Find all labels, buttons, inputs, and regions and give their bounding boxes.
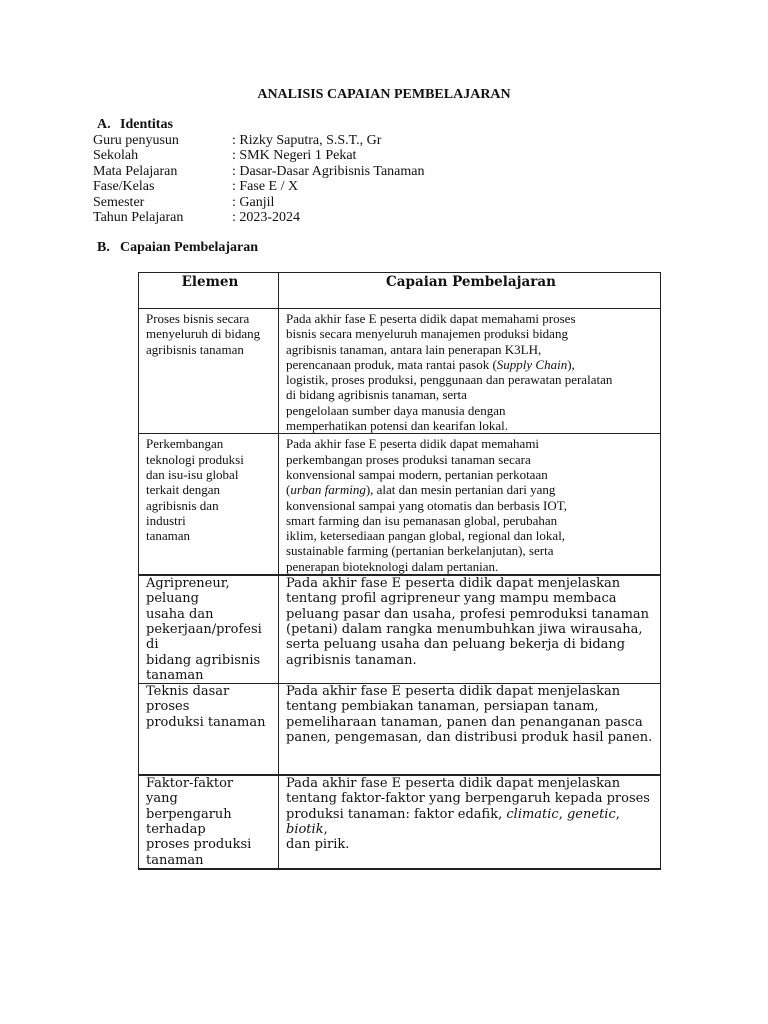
capaian-line: agribisnis tanaman, antara lain penerapan K3LH, (286, 341, 542, 357)
elemen-line: berpengaruh (146, 806, 232, 822)
identitas-label: Tahun Pelajaran (93, 209, 184, 225)
identitas-value: : SMK Negeri 1 Pekat (232, 148, 357, 164)
elemen-line: dan isu-isu global (146, 466, 239, 482)
identitas-row-semester (93, 195, 425, 210)
capaian-line: panen, pengemasan, dan distribusi produk hasil panen. (286, 730, 653, 746)
capaian-line: pemeliharaan tanaman, panen dan penanganan pasca (286, 714, 643, 730)
elemen-line: Faktor-faktor (146, 776, 234, 792)
capaian-text: ( (286, 482, 291, 498)
capaian-line: Pada akhir fase E peserta didik dapat memahami proses (286, 311, 576, 326)
capaian-text: perencanaan produk, mata rantai pasok ( (286, 356, 497, 372)
header-elemen: Elemen (139, 273, 279, 309)
identitas-row-fase (93, 179, 425, 194)
capaian-line: tentang faktor-faktor yang berpengaruh kepada proses (286, 791, 650, 807)
identitas-value: : Rizky Saputra, S.S.T., Gr (232, 133, 382, 148)
table-row (139, 684, 661, 776)
capaian-line: pengelolaan sumber daya manusia dengan (286, 402, 506, 418)
section-a-label: Identitas (120, 117, 173, 132)
capaian-line: Pada akhir fase E peserta didik dapat memahami (286, 436, 540, 452)
identitas-row-mapel (93, 164, 425, 179)
document-title: ANALISIS CAPAIAN PEMBELAJARAN (257, 87, 511, 102)
elemen-line: terkait dengan (146, 482, 220, 498)
capaian-line: (petani) dalam rangka menumbuhkan jiwa wirausaha, (286, 621, 643, 637)
elemen-line: teknologi produksi (146, 451, 244, 467)
elemen-line: di (146, 637, 159, 653)
identitas-row-sekolah (93, 148, 425, 163)
elemen-line: produksi tanaman (146, 714, 266, 730)
capaian-line (286, 807, 656, 822)
table-row (139, 434, 661, 575)
elemen-line: agribisnis dan (146, 497, 219, 513)
elemen-line: tanaman (146, 667, 204, 683)
capaian-line: iklim, ketersediaan pangan global, regional dan lokal, (286, 528, 566, 544)
capaian-italic: biotik (286, 822, 324, 838)
capaian-line: konvensional sampai yang otomatis dan berbasis IOT, (286, 497, 568, 513)
table-row (139, 775, 661, 869)
identitas-value: : Fase E / X (232, 179, 299, 195)
identitas-label: Guru penyusun (93, 133, 179, 148)
elemen-line: tanaman (146, 528, 191, 544)
elemen-line: terhadap (146, 822, 206, 838)
cell-capaian (279, 434, 661, 575)
capaian-italic: climatic (506, 806, 559, 822)
capaian-italic: genetic (566, 806, 616, 822)
capaian-line: smart farming dan isu pemanasan global, perubahan (286, 512, 558, 528)
identitas-list (93, 133, 425, 225)
table-row (139, 309, 661, 434)
section-a-heading (97, 117, 173, 133)
capaian-line: serta peluang usaha dan peluang bekerja di bidang (286, 637, 626, 653)
identitas-label: Sekolah (93, 148, 139, 164)
table-header-row (139, 273, 661, 309)
identitas-label: Mata Pelajaran (93, 163, 178, 179)
capaian-line: peluang pasar dan usaha, profesi pemroduksi tanaman (286, 606, 650, 622)
capaian-italic: Supply Chain (496, 356, 568, 372)
identitas-row-tahun (93, 210, 425, 225)
section-b-number: B. (97, 240, 110, 255)
elemen-line: proses (146, 699, 190, 715)
identitas-label: Fase/Kelas (93, 179, 155, 195)
elemen-line: Proses bisnis secara (146, 311, 250, 326)
elemen-line: menyeluruh di bidang (146, 326, 261, 342)
elemen-line: yang (146, 791, 178, 807)
identitas-label: Semester (93, 194, 145, 210)
capaian-text: , (558, 806, 567, 822)
capaian-line: tentang profil agripreneur yang mampu membaca (286, 591, 617, 607)
capaian-line (286, 822, 656, 837)
identitas-value: : 2023-2024 (232, 209, 301, 225)
capaian-line: dan pirik. (286, 837, 350, 853)
cell-elemen (139, 309, 279, 434)
capaian-line: logistik, proses produksi, penggunaan dan perawatan peralatan (286, 372, 613, 388)
cell-elemen (139, 575, 279, 684)
elemen-line: industri (146, 512, 186, 528)
capaian-line: Pada akhir fase E peserta didik dapat menjelaskan (286, 576, 621, 592)
elemen-line: bidang agribisnis (146, 652, 261, 668)
identitas-row-guru (93, 133, 425, 148)
cell-capaian (279, 775, 661, 869)
elemen-line: Perkembangan (146, 436, 224, 452)
elemen-line: peluang (146, 591, 199, 607)
elemen-line: agribisnis tanaman (146, 341, 244, 357)
capaian-line: memperhatikan potensi dan kearifan lokal. (286, 418, 509, 434)
capaian-line: konvensional sampai modern, pertanian perkotaan (286, 466, 548, 482)
capaian-text: , (615, 806, 620, 822)
capaian-line: sustainable farming (pertanian berkelanjutan), serta (286, 543, 554, 559)
elemen-line: Agripreneur, (146, 576, 230, 592)
capaian-text: produksi tanaman: faktor edafik, (286, 806, 507, 822)
capaian-line: penerapan bioteknologi dalam pertanian. (286, 558, 499, 574)
header-capaian: Capaian Pembelajaran (279, 273, 661, 309)
capaian-line (286, 482, 656, 497)
cell-capaian (279, 309, 661, 434)
section-b-label: Capaian Pembelajaran (120, 240, 259, 255)
elemen-line: usaha dan (146, 606, 214, 622)
cell-capaian (279, 684, 661, 776)
capaian-italic: urban farming (290, 482, 366, 498)
cell-elemen (139, 434, 279, 575)
cell-elemen (139, 684, 279, 776)
capaian-line: tentang pembiakan tanaman, persiapan tanam, (286, 699, 599, 715)
capaian-line: Pada akhir fase E peserta didik dapat menjelaskan (286, 776, 621, 792)
capaian-line: Pada akhir fase E peserta didik dapat menjelaskan (286, 684, 621, 700)
capaian-line: bisnis secara menyeluruh manajemen produksi bidang (286, 326, 568, 342)
section-a-number: A. (97, 117, 111, 132)
section-b-heading (97, 240, 258, 256)
capaian-line: agribisnis tanaman. (286, 652, 417, 668)
elemen-line: Teknis dasar (146, 684, 230, 700)
capaian-text: ), (567, 356, 575, 372)
elemen-line: pekerjaan/profesi (146, 621, 262, 637)
capaian-line (286, 357, 656, 372)
table-row (139, 575, 661, 684)
cell-elemen (139, 775, 279, 869)
capaian-line: perkembangan proses produksi tanaman secara (286, 451, 531, 467)
capaian-line: di bidang agribisnis tanaman, serta (286, 387, 467, 403)
identitas-value: : Ganjil (232, 194, 275, 210)
capaian-text: ), alat dan mesin pertanian dari yang (365, 482, 556, 498)
capaian-table (138, 272, 661, 870)
elemen-line: tanaman (146, 852, 204, 868)
elemen-line: proses produksi (146, 837, 252, 853)
cell-capaian (279, 575, 661, 684)
capaian-text: , (323, 822, 328, 838)
identitas-value: : Dasar-Dasar Agribisnis Tanaman (232, 163, 425, 179)
